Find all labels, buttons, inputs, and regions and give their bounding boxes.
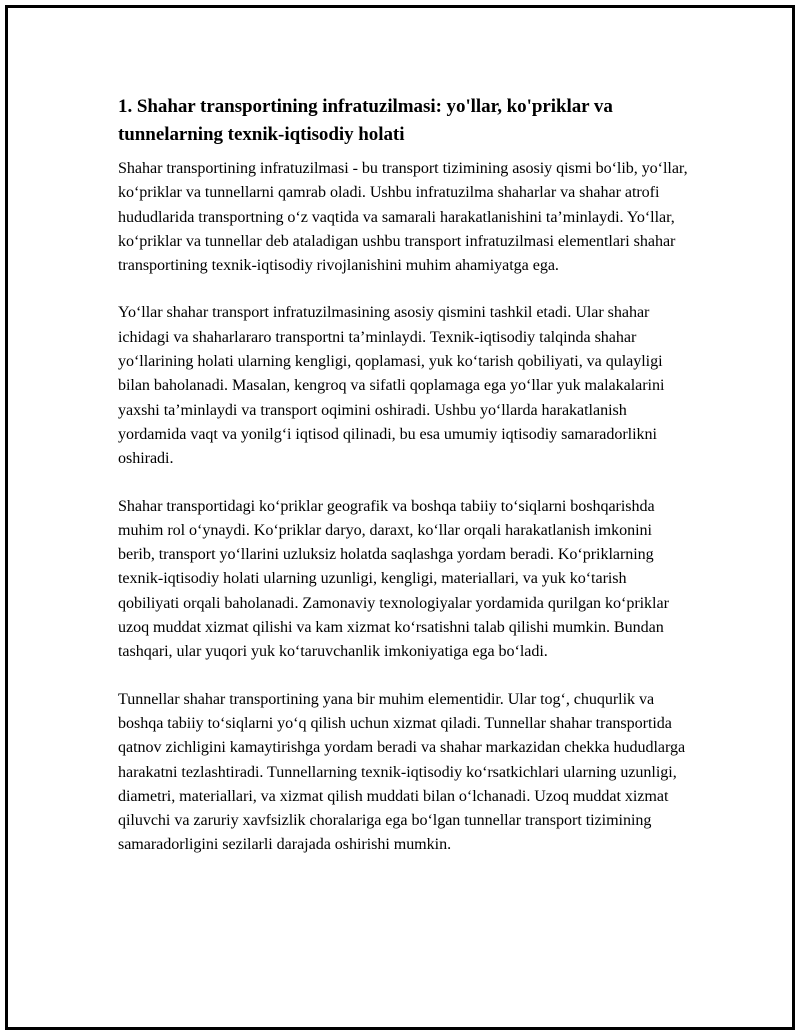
paragraph-tunnels: Tunnellar shahar transportining yana bir muhim elementidir. Ular tog‘, chuqurlik va boshqa tabiiy to‘siqlarni yo‘q qilish uchun xizmat qiladi. Tunnellar shahar transportida qatnov zichligini kamaytirishga yordam beradi va shahar markazidan chekka hududlarga harakatni tezlashtiradi. Tunnellarning texnik-iqtisodiy ko‘rsatkichlari ularning uzunligi, diametri, materiallari, va xizmat qilish muddati bilan o‘lchanadi. Uzoq muddat xizmat qiluvchi va zaruriy xavfsizlik choralariga ega bo‘lgan tunnellar transport tizimining samaradorligini sezilarli darajada oshirishi mumkin. <box>118 690 686 854</box>
paragraph-intro: Shahar transportining infratuzilmasi - bu transport tizimining asosiy qismi bo‘lib, yo‘llar, ko‘priklar va tunnellarni qamrab oladi. Ushbu infratuzilma shaharlar va shahar atrofi hududlarida transportning o‘z vaqtida va samarali harakatlanishini ta’minlaydi. Yo‘llar, ko‘priklar va tunnellar deb ataladigan ushbu transport infratuzilmasi elementlari shahar transportining texnik-iqtisodiy rivojlanishini muhim ahamiyatga ega. <box>118 160 688 275</box>
paragraph-roads: Yo‘llar shahar transport infratuzilmasining asosiy qismini tashkil etadi. Ular shahar ichidagi va shaharlararo transportni ta’minlaydi. Texnik-iqtisodiy talqinda shahar yo‘llarining holati ularning kengligi, qoplamasi, yuk ko‘tarish qobiliyati, va qulayligi bilan baholanadi. Masalan, kengroq va sifatli qoplamaga ega yo‘llar yuk malakalarini yaxshi ta’minlaydi va transport oqimini oshiradi. Ushbu yo‘llarda harakatlanish yordamida vaqt va yonilg‘i iqtisod qilinadi, bu esa umumiy iqtisodiy samaradorlikni oshiradi. <box>118 304 665 468</box>
section-heading: 1. Shahar transportining infratuzilmasi: yo'llar, ko'priklar va tunnelarning texnik-iqtisodiy holati <box>118 96 613 145</box>
paragraph-bridges: Shahar transportidagi ko‘priklar geografik va boshqa tabiiy to‘siqlarni boshqarishda muhim rol o‘ynaydi. Ko‘priklar daryo, daraxt, ko‘llar orqali harakatlanish imkonini berib, transport yo‘llarini uzluksiz holatda saqlashga yordam beradi. Ko‘priklarning texnik-iqtisodiy holati ularning uzunligi, kengligi, materiallari, va yuk ko‘tarish qobiliyati orqali baholanadi. Zamonaviy texnologiyalar yordamida qurilgan ko‘priklar uzoq muddat xizmat qilishi va kam xizmat ko‘rsatishni talab qilishi mumkin. Bundan tashqari, ular yuqori yuk ko‘taruvchanlik imkoniyatiga ega bo‘ladi. <box>118 497 669 661</box>
document-body <box>118 93 690 881</box>
